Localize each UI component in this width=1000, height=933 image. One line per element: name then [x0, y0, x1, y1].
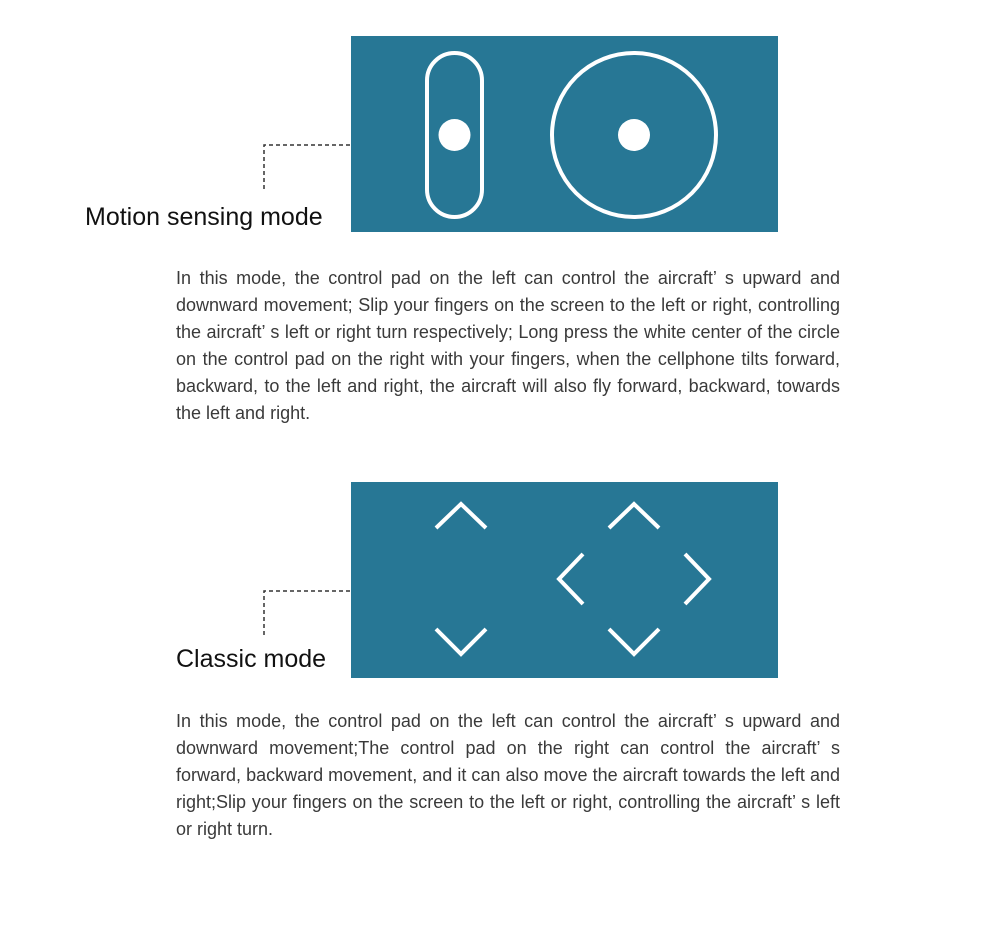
motion-control-panel: [351, 36, 778, 232]
motion-connector-line: [262, 143, 354, 190]
slider-track-icon: [427, 53, 482, 217]
classic-mode-description: In this mode, the control pad on the left can control the aircraft’ s upward and downward movement;The control pad on the right can control the aircraft’ s forward, backward movement, and it can also move the aircraft towards the left and right;Slip your fingers on the screen to the left or right, controlling the aircraft’ s left or right turn.: [176, 711, 840, 839]
chevron-up-icon[interactable]: [436, 504, 486, 528]
motion-mode-title: Motion sensing mode: [85, 203, 323, 231]
joystick-center-button[interactable]: [618, 119, 650, 151]
classic-mode-title: Classic mode: [176, 645, 327, 673]
chevron-down-icon[interactable]: [609, 629, 659, 654]
chevron-up-icon[interactable]: [609, 504, 659, 528]
classic-connector-line: [262, 589, 354, 636]
motion-mode-description: In this mode, the control pad on the left can control the aircraft’ s upward and downward movement; Slip your fingers on the screen to the left or right, controlling the aircraft’ s left or right turn respectively; Long press the white center of the circle on the control pad on the right with your fingers, when the cellphone tilts forward, backward, to the left and right, the aircraft will also fly forward, backward, towards the left and right.: [176, 268, 840, 423]
joystick-circle-icon: [552, 53, 716, 217]
chevron-down-icon[interactable]: [436, 629, 486, 654]
chevron-left-icon[interactable]: [559, 554, 583, 604]
classic-control-panel: [351, 482, 778, 678]
chevron-right-icon[interactable]: [685, 554, 709, 604]
slider-thumb[interactable]: [439, 119, 471, 151]
